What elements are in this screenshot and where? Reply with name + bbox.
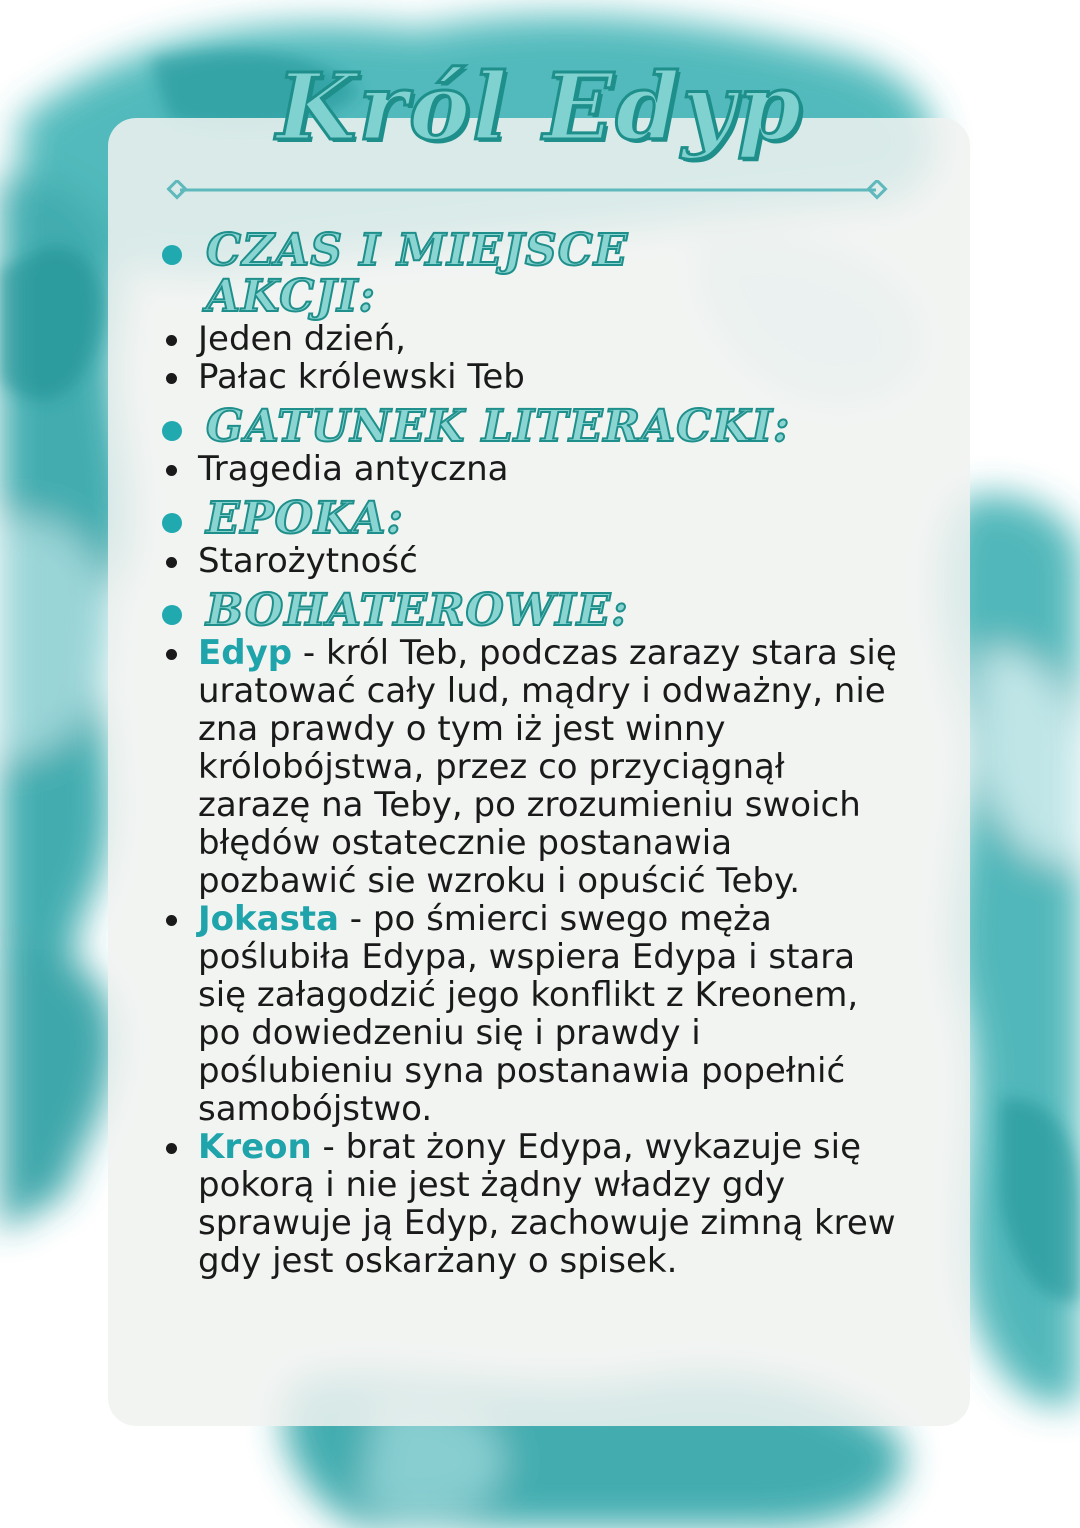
list-item-text: Starożytność	[198, 541, 418, 581]
character-name: Edyp	[198, 633, 293, 673]
bohaterowie-list	[160, 634, 900, 1280]
czas-list	[160, 320, 900, 396]
character-name: Jokasta	[198, 899, 339, 939]
list-item	[160, 450, 900, 488]
heading-line-1: CZAS I MIEJSCE	[206, 225, 629, 276]
notes-content	[160, 225, 900, 1281]
heading-line-2: AKCJI:	[206, 271, 376, 322]
character-description: - brat żony Edypa, wykazuje się pokorą i nie jest żądny władzy gdy sprawuje ją Edyp, zachowuje zimną krew gdy jest oskarżany o spisek.	[198, 1127, 896, 1281]
list-item	[160, 358, 900, 396]
bullet-icon	[166, 1143, 177, 1154]
heading-epoka	[160, 493, 900, 544]
heading-bullet-icon	[162, 513, 182, 533]
bullet-icon	[166, 557, 177, 568]
heading-text: BOHATEROWIE:	[206, 585, 629, 636]
bullet-icon	[166, 465, 177, 476]
heading-gatunek	[160, 401, 900, 452]
page-title: Król Edyp	[276, 53, 804, 161]
bullet-icon	[166, 915, 177, 926]
list-item-text: Jeden dzień,	[198, 319, 406, 359]
heading-bullet-icon	[162, 605, 182, 625]
heading-text: GATUNEK LITERACKI:	[206, 401, 791, 452]
bullet-icon	[166, 335, 177, 346]
list-item	[160, 542, 900, 580]
character-item-edyp	[160, 634, 900, 900]
character-name: Kreon	[198, 1127, 312, 1167]
bullet-icon	[166, 649, 177, 660]
character-item-kreon	[160, 1128, 900, 1280]
heading-bullet-icon	[162, 245, 182, 265]
gatunek-list	[160, 450, 900, 488]
character-description: - po śmierci swego męża poślubiła Edypa, wspiera Edypa i stara się załagodzić jego konflikt z Kreonem, po dowiedzeniu się i prawdy i poślubieniu syna postanawia popełnić samobójstwo.	[198, 899, 859, 1129]
heading-czas-i-miejsce	[160, 225, 900, 322]
heading-bohaterowie	[160, 585, 900, 636]
epoka-list	[160, 542, 900, 580]
list-item-text: Tragedia antyczna	[198, 449, 509, 489]
title-divider	[166, 180, 890, 200]
heading-bullet-icon	[162, 421, 182, 441]
list-item-text: Pałac królewski Teb	[198, 357, 525, 397]
list-item	[160, 320, 900, 358]
character-description: - król Teb, podczas zarazy stara się uratować cały lud, mądry i odważny, nie zna prawdy o tym iż jest winny królobójstwa, przez co przyciągnął zarazę na Teby, po zrozumieniu swoich błędów ostatecznie postanawia pozbawić sie wzroku i opuścić Teby.	[198, 633, 897, 901]
character-item-jokasta	[160, 900, 900, 1128]
heading-text: EPOKA:	[206, 493, 404, 544]
bullet-icon	[166, 373, 177, 384]
